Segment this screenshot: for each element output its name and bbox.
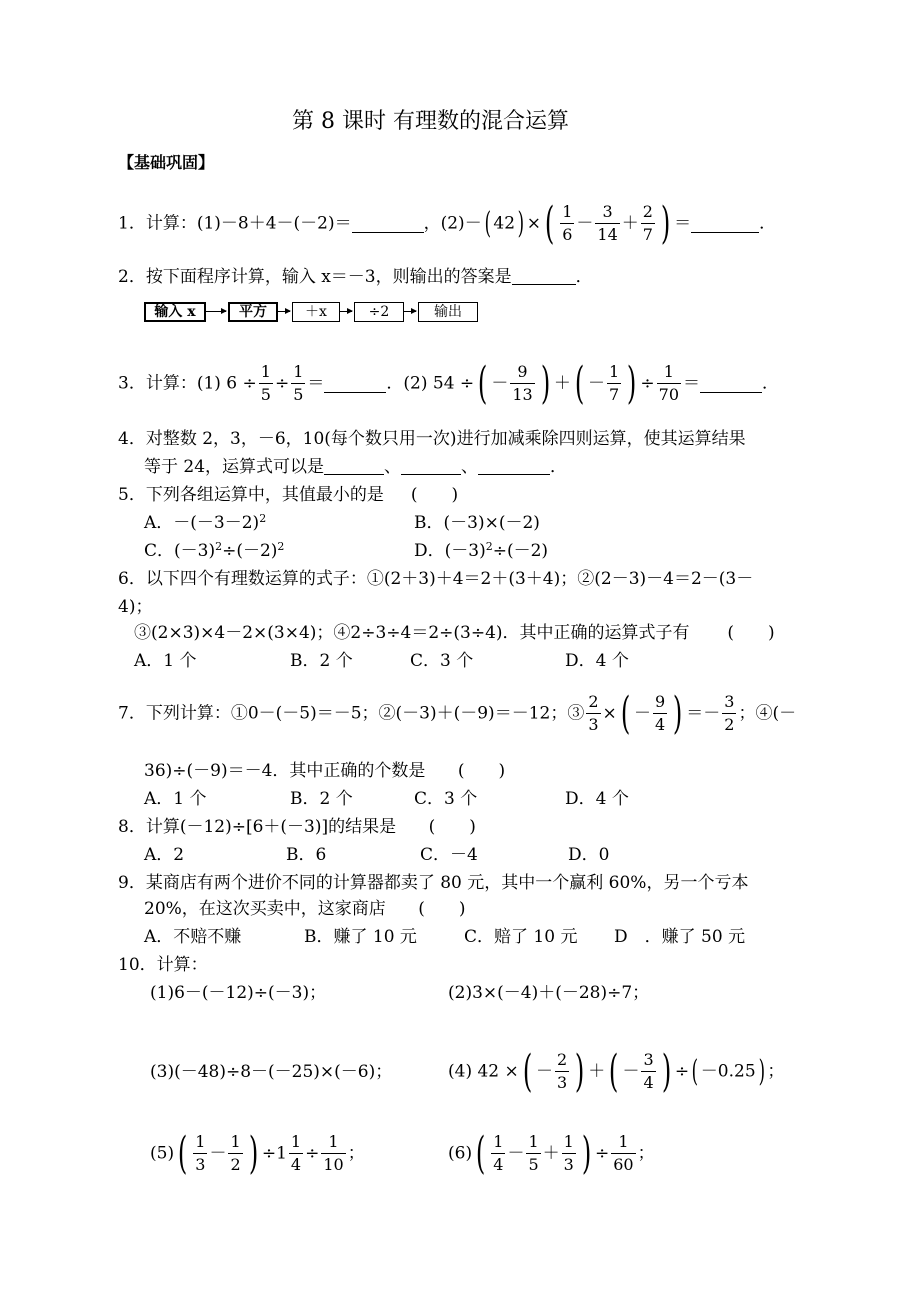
- option-6c[interactable]: C．3 个: [410, 651, 474, 671]
- option-6d[interactable]: D．4 个: [565, 651, 629, 671]
- option-5c[interactable]: C．$(-3)^2\div(-2)^2$: [144, 540, 285, 561]
- page-title: 第 8 课时 有理数的混合运算: [292, 109, 569, 134]
- answer-blank[interactable]: [700, 374, 762, 393]
- question-9-line2: 20%，在这次买卖中，这家商店 ( ): [144, 899, 466, 919]
- answer-blank[interactable]: [324, 374, 386, 393]
- option-8c[interactable]: C．－4: [420, 845, 478, 865]
- option-5a[interactable]: A．$-(-3-2)^2$: [144, 512, 267, 533]
- question-6-line2: 4)；: [118, 597, 153, 617]
- question-5: 5．下列各组运算中，其值最小的是 ( ): [118, 485, 459, 505]
- question-6-line3: ③(2×3)×4－2×(3×4)；④2÷3÷4＝2÷(3÷4)．其中正确的运算式子有 ( ): [134, 623, 775, 643]
- question-4-line2: 等于 24，运算式可以是 、 、 ．: [144, 457, 568, 477]
- option-9b[interactable]: B．赚了 10 元: [304, 927, 417, 947]
- subquestion-10-3: (3)(－48)÷8－(－25)×(－6)；: [150, 1062, 393, 1082]
- option-7a[interactable]: A．1 个: [144, 789, 207, 809]
- option-9a[interactable]: A．不赔不赚: [144, 927, 242, 947]
- option-8a[interactable]: A．2: [144, 845, 185, 865]
- answer-blank[interactable]: [478, 456, 550, 475]
- option-6b[interactable]: B．2 个: [290, 651, 353, 671]
- answer-paren[interactable]: ( ): [428, 817, 476, 837]
- answer-paren[interactable]: ( ): [457, 761, 506, 781]
- answer-blank[interactable]: [324, 456, 384, 475]
- flow-step-square: 平方: [228, 302, 278, 322]
- section-heading: 【基础巩固】: [118, 153, 215, 172]
- question-8: 8．计算(－12)÷[6＋(－3)]的结果是 ( ): [118, 817, 476, 837]
- answer-paren[interactable]: ( ): [410, 485, 459, 505]
- option-9d[interactable]: D ．赚了 50 元: [614, 927, 746, 947]
- question-10: 10．计算：: [118, 955, 208, 975]
- subquestion-10-1: (1)6－(－12)÷(－3)；: [150, 983, 327, 1003]
- arrow-right-icon: [404, 311, 416, 312]
- flow-step-input: 输入 x: [144, 302, 206, 322]
- question-7-line2: 36)÷(－9)＝－4．其中正确的个数是 ( ): [144, 761, 506, 781]
- arrow-right-icon: [278, 311, 290, 312]
- arrow-right-icon: [206, 311, 226, 312]
- subquestion-10-5: (5)( $\frac{1}{3}$ － $\frac{1}{2}$ ) ÷1 $\frac{1}{4}$ ÷ $\frac{1}{10}$ ；: [150, 1127, 365, 1179]
- answer-blank[interactable]: [512, 266, 576, 285]
- question-3: 3．计算：(1) 6 ÷ $\frac{1}{5}$ ÷ $\frac{1}{5}$ ＝ ．(2) 54 ÷( － $\frac{9}{13}$ ) ＋( － $\frac{1}{7}$ ) ÷ $\frac{1}{70}$ ＝ ．: [118, 357, 779, 409]
- question-6-line1: 6．以下四个有理数运算的式子：①(2＋3)＋4＝2＋(3＋4)；②(2－3)－4＝2－(3－: [118, 569, 754, 589]
- option-5b[interactable]: B．(－3)×(－2): [414, 513, 540, 533]
- subquestion-10-4: (4) 42 ×( － $\frac{2}{3}$ ) ＋( － $\frac{3}{4}$ ) ÷( －0.25) ；: [448, 1045, 785, 1097]
- answer-paren[interactable]: ( ): [418, 899, 466, 919]
- flow-step-output: 输出: [418, 302, 478, 322]
- option-9c[interactable]: C．赔了 10 元: [464, 927, 578, 947]
- question-4-line1: 4．对整数 2，3，－6，10(每个数只用一次)进行加减乘除四则运算，使其运算结果: [118, 429, 746, 449]
- subquestion-10-2: (2)3×(－4)＋(－28)÷7；: [448, 983, 650, 1003]
- answer-blank[interactable]: [352, 214, 424, 233]
- option-8d[interactable]: D．0: [568, 845, 610, 865]
- option-7b[interactable]: B．2 个: [290, 789, 353, 809]
- answer-blank[interactable]: [691, 214, 759, 233]
- option-7c[interactable]: C．3 个: [414, 789, 478, 809]
- answer-blank[interactable]: [401, 456, 461, 475]
- question-7-line1: 7．下列计算：①0－(－5)＝－5；②(－3)＋(－9)＝－12；③ $\frac{2}{3}$ ×( － $\frac{9}{4}$ ) ＝－ $\frac{3}{2}$ ；④(－: [118, 687, 797, 739]
- question-1: 1．计算：(1)－8＋4－(－2)＝ ，(2)－( 42) ×( $\frac{1}{6}$ － $\frac{3}{14}$ ＋ $\frac{2}{7}$ ) ＝ ．: [118, 197, 777, 249]
- flow-step-add-x: ＋x: [292, 302, 340, 322]
- arrow-right-icon: [340, 311, 352, 312]
- option-5d[interactable]: D．$(-3)^2\div(-2)$: [414, 540, 549, 561]
- option-7d[interactable]: D．4 个: [565, 789, 629, 809]
- question-9-line1: 9．某商店有两个进价不同的计算器都卖了 80 元，其中一个赢利 60%，另一个亏本: [118, 873, 749, 893]
- question-2: 2．按下面程序计算，输入 x＝－3，则输出的答案是 ．: [118, 267, 593, 287]
- answer-paren[interactable]: ( ): [727, 623, 775, 643]
- subquestion-10-6: (6)( $\frac{1}{4}$ － $\frac{1}{5}$ ＋ $\frac{1}{3}$ ) ÷ $\frac{1}{60}$ ；: [448, 1127, 655, 1179]
- option-8b[interactable]: B．6: [286, 845, 327, 865]
- flow-step-divide: ÷2: [354, 302, 404, 322]
- option-6a[interactable]: A．1 个: [134, 651, 197, 671]
